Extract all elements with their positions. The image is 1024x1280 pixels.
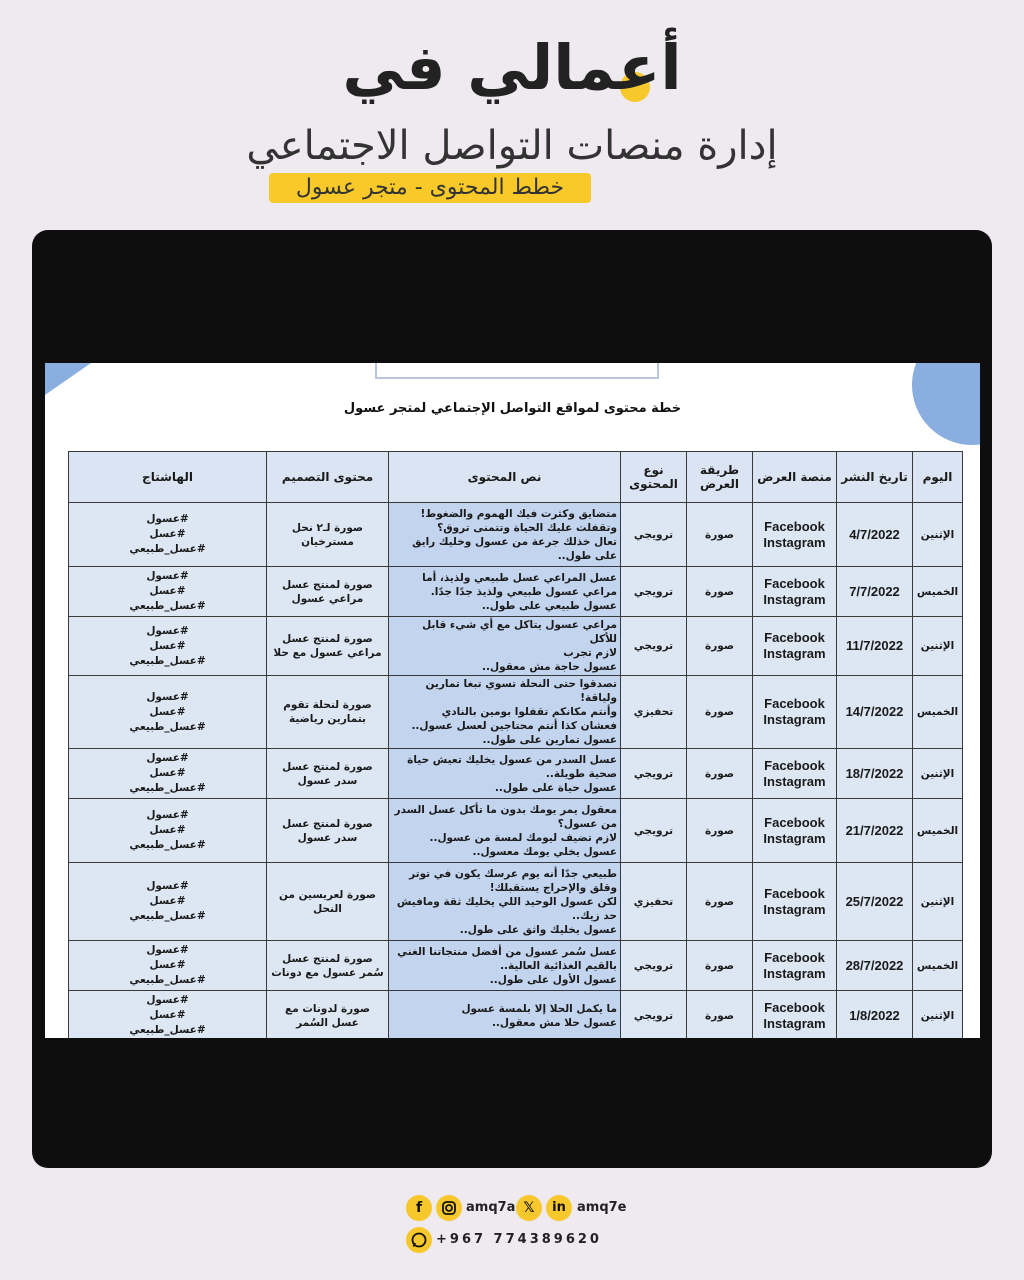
platform-cell: Facebook Instagram: [753, 617, 837, 676]
hashtags-cell: #عسول #عسل #عسل_طبيعي: [69, 941, 267, 991]
design-cell: صورة لدونات مع عسل السُمر: [267, 991, 389, 1039]
table-row: [69, 941, 963, 991]
table-row: [69, 991, 963, 1039]
table-header-row: [69, 452, 963, 503]
document-title: خطة محتوى لمواقع التواصل الإجتماعي لمتجر عسول: [343, 401, 682, 416]
body-cell: متضايق وكثرت فيك الهموم والضغوط! وتقفلت عليك الحياة وتتمنى تروق؟ تعال خذلك جرعة من عسول وخليك رايق على طول..: [389, 503, 621, 567]
design-cell: صورة لمنتج عسل سدر عسول: [267, 749, 389, 799]
date-cell: 14/7/2022: [837, 676, 913, 749]
type-cell: تحفيزي: [621, 676, 687, 749]
method-cell: صورة: [687, 567, 753, 617]
platform-cell: Facebook Instagram: [753, 799, 837, 863]
hashtags-cell: #عسول #عسل #عسل_طبيعي: [69, 991, 267, 1039]
body-cell: تصدقوا حتى النحلة تسوي تبغا تمارين ولياقة! وأنتم مكانكم تقفلوا بومين بالنادي فعشان كذا أنتم محتاجين لعسل عسول.. عسول تمارين على طول..: [389, 676, 621, 749]
date-cell: 1/8/2022: [837, 991, 913, 1039]
date-cell: 21/7/2022: [837, 799, 913, 863]
body-cell: معقول يمر يومك بدون ما تأكل عسل السدر من عسول؟ لازم تضيف ليومك لمسة من عسول.. عسول يخلي يومك معسول..: [389, 799, 621, 863]
day-cell: الإثنين: [913, 863, 963, 941]
page-subtitle: إدارة منصات التواصل الاجتماعي: [246, 123, 778, 169]
day-cell: الخميس: [913, 567, 963, 617]
hashtags-cell: #عسول #عسل #عسل_طبيعي: [69, 503, 267, 567]
whatsapp-icon[interactable]: [406, 1227, 432, 1253]
date-cell: 25/7/2022: [837, 863, 913, 941]
day-cell: الخميس: [913, 799, 963, 863]
column-header: اليوم: [913, 452, 963, 503]
column-header: نص المحتوى: [389, 452, 621, 503]
design-cell: صورة لعريسين من النحل: [267, 863, 389, 941]
platform-cell: Facebook Instagram: [753, 941, 837, 991]
design-cell: صورة لمنتج عسل مراعي عسول مع حلا: [267, 617, 389, 676]
day-cell: الإثنين: [913, 991, 963, 1039]
method-cell: صورة: [687, 749, 753, 799]
phone-number: +967 774389620: [436, 1232, 602, 1247]
corner-triangle-decor: [45, 363, 91, 395]
type-cell: ترويجي: [621, 749, 687, 799]
type-cell: ترويجي: [621, 567, 687, 617]
table-row: [69, 617, 963, 676]
type-cell: ترويجي: [621, 503, 687, 567]
platform-cell: Facebook Instagram: [753, 503, 837, 567]
column-header: طريقة العرض: [687, 452, 753, 503]
body-cell: عسل سُمر عسول من أفضل منتجاتنا الغني بالقيم الغذائية العالية.. عسول الأول على طول..: [389, 941, 621, 991]
body-cell: مراعي عسول يتاكل مع أي شيء قابل للأكل لازم تجرب عسول حاجة مش معقول..: [389, 617, 621, 676]
type-cell: ترويجي: [621, 799, 687, 863]
design-cell: صورة لـ٢ نحل مسترخيان: [267, 503, 389, 567]
day-cell: الإثنين: [913, 749, 963, 799]
day-cell: الإثنين: [913, 503, 963, 567]
facebook-icon[interactable]: f: [406, 1195, 432, 1221]
column-header: نوع المحتوى: [621, 452, 687, 503]
day-cell: الخميس: [913, 941, 963, 991]
instagram-icon[interactable]: [436, 1195, 462, 1221]
table-row: [69, 863, 963, 941]
hashtags-cell: #عسول #عسل #عسل_طبيعي: [69, 799, 267, 863]
table-row: [69, 503, 963, 567]
column-header: تاريخ النشر: [837, 452, 913, 503]
column-header: الهاشتاج: [69, 452, 267, 503]
method-cell: صورة: [687, 991, 753, 1039]
design-cell: صورة لمنتج عسل مراعي عسول: [267, 567, 389, 617]
hashtags-cell: #عسول #عسل #عسل_طبيعي: [69, 617, 267, 676]
x-icon[interactable]: 𝕏: [516, 1195, 542, 1221]
social-handle: amq7e: [577, 1200, 627, 1215]
body-cell: عسل المراعي عسل طبيعي ولذيذ، أما مراعي عسول طبيعي ولذيذ جدًا جدًا. عسول طبيعي على طول..: [389, 567, 621, 617]
platform-cell: Facebook Instagram: [753, 567, 837, 617]
hashtags-cell: #عسول #عسل #عسل_طبيعي: [69, 567, 267, 617]
header-frame-decor: [375, 363, 659, 379]
platform-cell: Facebook Instagram: [753, 863, 837, 941]
table-row: [69, 799, 963, 863]
method-cell: صورة: [687, 617, 753, 676]
design-cell: صورة لمنتج عسل سدر عسول: [267, 799, 389, 863]
hashtags-cell: #عسول #عسل #عسل_طبيعي: [69, 676, 267, 749]
content-plan-table: [68, 451, 963, 1038]
document-sheet: [45, 363, 980, 1038]
platform-cell: Facebook Instagram: [753, 749, 837, 799]
type-cell: ترويجي: [621, 617, 687, 676]
day-cell: الخميس: [913, 676, 963, 749]
social-handle: amq7a: [466, 1200, 516, 1215]
date-cell: 7/7/2022: [837, 567, 913, 617]
day-cell: الإثنين: [913, 617, 963, 676]
method-cell: صورة: [687, 676, 753, 749]
page-title: أعمالي في: [342, 31, 682, 104]
type-cell: ترويجي: [621, 941, 687, 991]
platform-cell: Facebook Instagram: [753, 991, 837, 1039]
date-cell: 18/7/2022: [837, 749, 913, 799]
hashtags-cell: #عسول #عسل #عسل_طبيعي: [69, 749, 267, 799]
date-cell: 4/7/2022: [837, 503, 913, 567]
table-row: [69, 749, 963, 799]
body-cell: طبيعي جدًا أنه يوم عرسك يكون في توتر وقلق والإحراج يستقبلك! لكن عسول الوحيد اللي يخليك ثقة ومافيش حد زيك.. عسول يخليك واثق على طول..: [389, 863, 621, 941]
design-cell: صورة لنحلة تقوم بتمارين رياضية: [267, 676, 389, 749]
date-cell: 11/7/2022: [837, 617, 913, 676]
table-row: [69, 567, 963, 617]
method-cell: صورة: [687, 941, 753, 991]
body-cell: ما يكمل الحلا إلا بلمسة عسول عسول حلا مش معقول..: [389, 991, 621, 1039]
type-cell: ترويجي: [621, 991, 687, 1039]
platform-cell: Facebook Instagram: [753, 676, 837, 749]
method-cell: صورة: [687, 863, 753, 941]
design-cell: صورة لمنتج عسل سُمر عسول مع دونات: [267, 941, 389, 991]
body-cell: عسل السدر من عسول يخليك تعيش حياة صحية طويلة.. عسول حياة على طول..: [389, 749, 621, 799]
linkedin-icon[interactable]: in: [546, 1195, 572, 1221]
column-header: محتوى التصميم: [267, 452, 389, 503]
table-row: [69, 676, 963, 749]
method-cell: صورة: [687, 503, 753, 567]
date-cell: 28/7/2022: [837, 941, 913, 991]
category-tag: خطط المحتوى - متجر عسول: [269, 173, 591, 203]
type-cell: تحفيزي: [621, 863, 687, 941]
hashtags-cell: #عسول #عسل #عسل_طبيعي: [69, 863, 267, 941]
method-cell: صورة: [687, 799, 753, 863]
column-header: منصة العرض: [753, 452, 837, 503]
